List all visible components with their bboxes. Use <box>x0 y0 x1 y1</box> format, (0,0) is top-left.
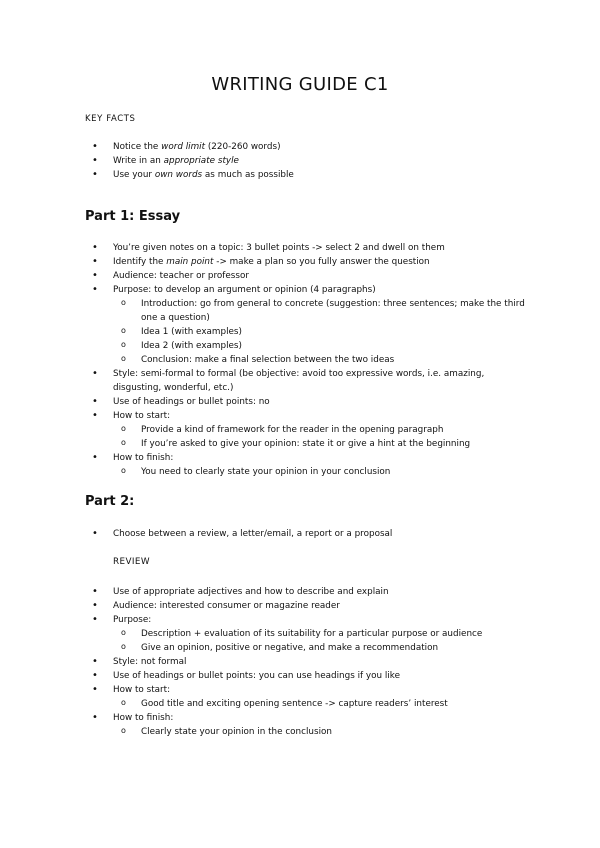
part1-heading: Part 1: Essay <box>85 209 181 224</box>
list-item: • Notice the word limit (220-260 words) <box>85 140 525 154</box>
part2-review-list <box>85 585 525 739</box>
sub-list-item: o Clearly state your opinion in the conclusion <box>85 725 525 739</box>
sub-list-item: o Introduction: go from general to concrete (suggestion: three sentences; make the third one a question) <box>85 297 525 325</box>
list-item: • Style: semi-formal to formal (be objective: avoid too expressive words, i.e. amazing, disgusting, wonderful, etc.) <box>85 367 525 395</box>
sub-list-item: o Description + evaluation of its suitability for a particular purpose or audience <box>85 627 525 641</box>
list-item: • Audience: teacher or professor <box>85 269 525 283</box>
list-item: • Use of headings or bullet points: no <box>85 395 525 409</box>
key-facts-list <box>85 140 525 182</box>
list-item: • How to start: <box>85 683 525 697</box>
sub-list-item: o If you’re asked to give your opinion: state it or give a hint at the beginning <box>85 437 525 451</box>
list-item: • Style: not formal <box>85 655 525 669</box>
list-item: • How to start: <box>85 409 525 423</box>
list-item: • You’re given notes on a topic: 3 bullet points -> select 2 and dwell on them <box>85 241 525 255</box>
page-title: WRITING GUIDE C1 <box>211 74 389 95</box>
list-item: • Choose between a review, a letter/email, a report or a proposal <box>85 527 525 541</box>
sub-list-item: o Idea 2 (with examples) <box>85 339 525 353</box>
sub-list-item: o Good title and exciting opening sentence -> capture readers’ interest <box>85 697 525 711</box>
list-item: • Identify the main point -> make a plan so you fully answer the question <box>85 255 525 269</box>
list-item: • Use of appropriate adjectives and how to describe and explain <box>85 585 525 599</box>
sub-list-item: o Idea 1 (with examples) <box>85 325 525 339</box>
sub-list-item: o You need to clearly state your opinion in your conclusion <box>85 465 525 479</box>
review-heading: REVIEW <box>113 557 150 567</box>
list-item: • Purpose: <box>85 613 525 627</box>
list-item: • Write in an appropriate style <box>85 154 525 168</box>
sub-list-item: o Provide a kind of framework for the reader in the opening paragraph <box>85 423 525 437</box>
sub-list-item: o Conclusion: make a final selection between the two ideas <box>85 353 525 367</box>
list-item: • Purpose: to develop an argument or opinion (4 paragraphs) <box>85 283 525 297</box>
list-item: • Use of headings or bullet points: you can use headings if you like <box>85 669 525 683</box>
key-facts-heading: KEY FACTS <box>85 114 136 124</box>
part2-intro-list <box>85 527 525 541</box>
list-item: • How to finish: <box>85 711 525 725</box>
list-item: • How to finish: <box>85 451 525 465</box>
part2-heading: Part 2: <box>85 494 135 509</box>
list-item: • Use your own words as much as possible <box>85 168 525 182</box>
sub-list-item: o Give an opinion, positive or negative, and make a recommendation <box>85 641 525 655</box>
part1-list <box>85 241 525 479</box>
list-item: • Audience: interested consumer or magazine reader <box>85 599 525 613</box>
